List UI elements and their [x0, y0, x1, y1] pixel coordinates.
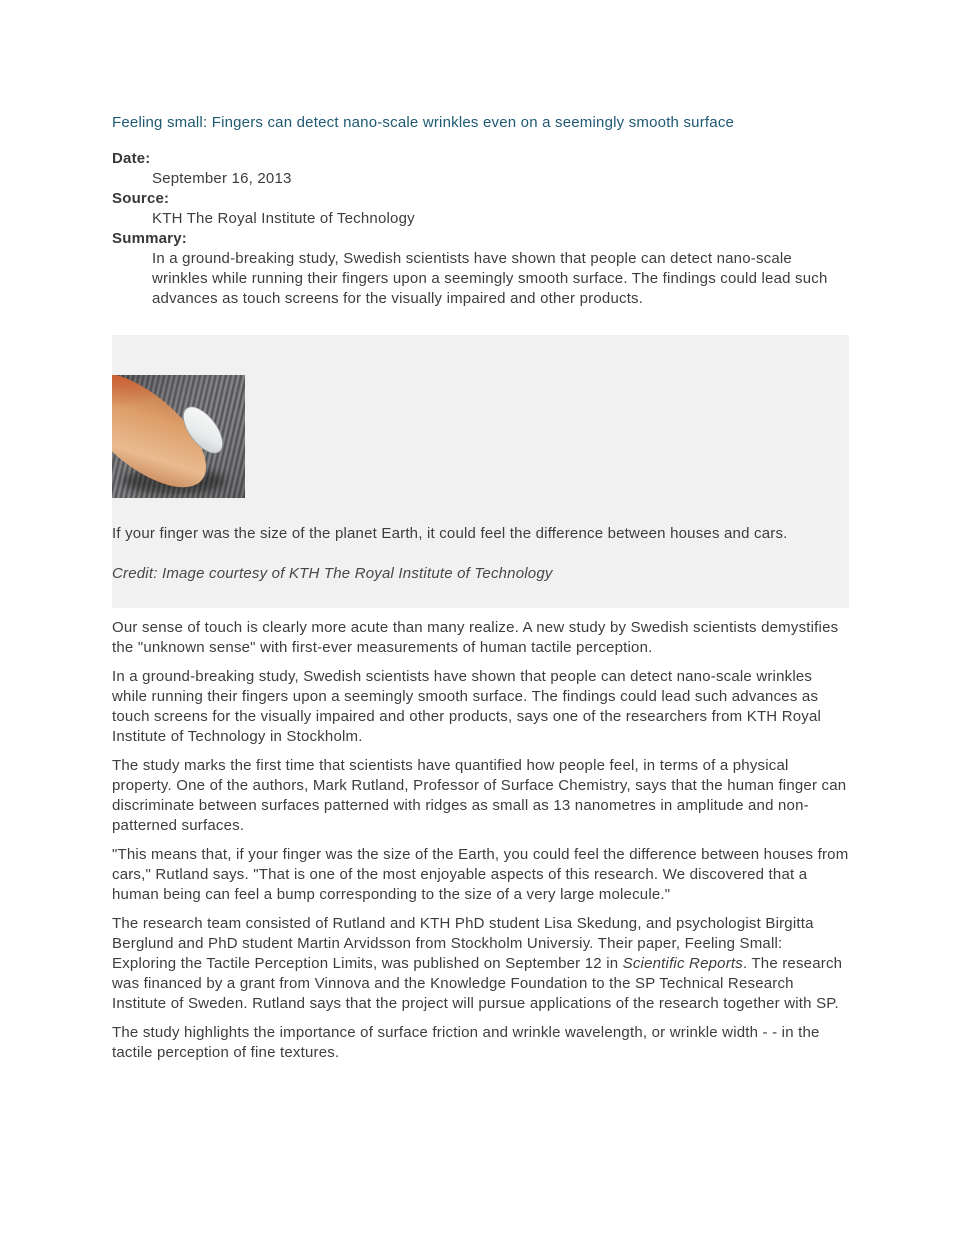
figure-credit: Credit: Image courtesy of KTH The Royal Institute of Technology — [112, 565, 553, 582]
meta-value-date: September 16, 2013 — [152, 170, 292, 187]
finger-image — [112, 375, 245, 498]
fingertip-on-nano-wrinkled-surface-photo — [112, 375, 245, 498]
meta-label-date: Date: — [112, 150, 151, 167]
article-paragraph-1: Our sense of touch is clearly more acute than many realize. A new study by Swedish scientists demystifies the "unknown sense" with first-ever measurements of human tactile perception. — [112, 619, 839, 656]
paragraph-5-text-before: The research team consisted of Rutland and KTH PhD student Lisa Skedung, and psychologist Birgitta Berglund and PhD student Martin Arvidsson from Stockholm Universiy. Their paper, Feeling Small: Exploring the Tactile Perception Limits, was published on September 12 in — [112, 915, 814, 972]
article-paragraph-6: The study highlights the importance of surface friction and wrinkle wavelength, or wrinkle width - - in the tactile perception of fine textures. — [112, 1024, 820, 1061]
article-figure — [112, 335, 849, 608]
article-paragraph-3: The study marks the first time that scientists have quantified how people feel, in terms of a physical property. One of the authors, Mark Rutland, Professor of Surface Chemistry, says that the human finger can discriminate between surfaces patterned with ridges as small as 13 nanometres in amplitude and non-patterned surfaces. — [112, 757, 847, 834]
journal-name-italic: Scientific Reports — [622, 955, 743, 972]
meta-label-source: Source: — [112, 190, 170, 207]
paragraph-5-text-after: . The research was financed by a grant from Vinnova and the Knowledge Foundation to the SP Technical Research Institute of Sweden. Rutland says that the project will pursue applications of the research together with SP. — [112, 955, 843, 1012]
page-title: Feeling small: Fingers can detect nano-scale wrinkles even on a seemingly smooth surface — [112, 114, 735, 131]
meta-value-source: KTH The Royal Institute of Technology — [152, 210, 415, 227]
meta-label-summary: Summary: — [112, 230, 187, 247]
meta-value-summary: In a ground-breaking study, Swedish scientists have shown that people can detect nano-scale wrinkles while running their fingers upon a seemingly smooth surface. The findings could lead such advances as touch screens for the visually impaired and other products. — [152, 250, 828, 307]
article-paragraph-5 — [112, 914, 849, 1014]
article-paragraph-4: "This means that, if your finger was the size of the Earth, you could feel the difference between houses from cars," Rutland says. "That is one of the most enjoyable aspects of this research. We discovered that a human being can feel a bump corresponding to the size of a very large molecule." — [112, 846, 849, 903]
figure-caption: If your finger was the size of the planet Earth, it could feel the difference between houses and cars. — [112, 525, 788, 542]
article-meta — [112, 149, 849, 309]
article-body — [112, 618, 849, 1063]
article-paragraph-2: In a ground-breaking study, Swedish scientists have shown that people can detect nano-scale wrinkles while running their fingers upon a seemingly smooth surface. The findings could lead such advances as touch screens for the visually impaired and other products, says one of the researchers from KTH Royal Institute of Technology in Stockholm. — [112, 668, 822, 745]
